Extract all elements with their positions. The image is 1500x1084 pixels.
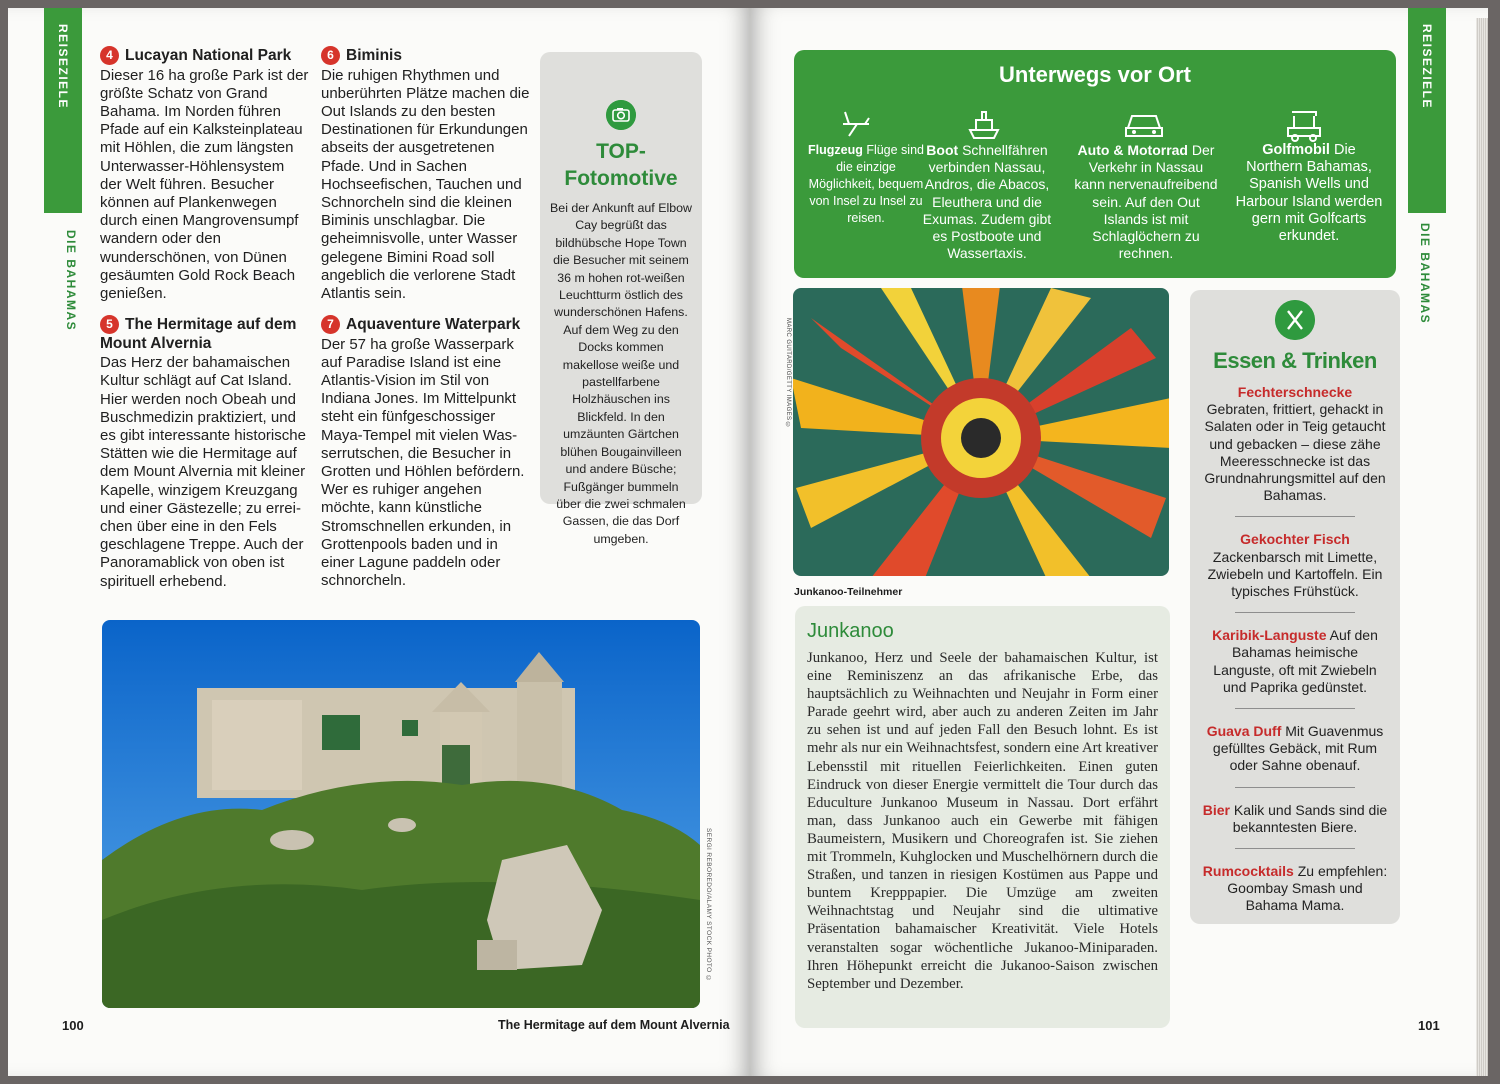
left-page	[8, 8, 750, 1076]
food-item	[1200, 384, 1390, 504]
photo-credit: MARC GUITARD/GETTY IMAGES ©	[785, 318, 791, 429]
food-item	[1200, 802, 1390, 836]
food-box	[1190, 290, 1400, 924]
sight-heading	[321, 46, 533, 66]
junkanoo-illustration	[793, 288, 1169, 576]
golf-cart-icon	[1282, 104, 1326, 144]
food-item-name: Karibik-Languste	[1212, 627, 1327, 644]
transport-item-label: Flugzeug	[807, 143, 863, 157]
transport-item-text: Der Verkehr in Nassau kann nervenaufreibend sein. Auf den Out Islands ist mit Schlaglöchern zu rechnen.	[1074, 142, 1218, 262]
boat-icon	[964, 104, 1004, 144]
food-item	[1200, 531, 1390, 600]
transport-item-text: Schnellfähren verbinden Nassau, Andros, die Abacos, Eleuthera und die Exumas. Zudem gibt es Postboote und Wassertaxis.	[922, 142, 1052, 262]
transport-box	[794, 50, 1396, 278]
divider	[1235, 787, 1355, 788]
page-number: 101	[1418, 1018, 1440, 1033]
transport-item-golf	[1234, 142, 1384, 245]
side-tab-label: REISEZIELE	[1420, 24, 1434, 110]
food-item-text: Gebraten, frittiert, gehackt in Salaten oder in Teig getaucht und gebacken – diese zähe Meeresschnecke ist das Grundnahrungsmittel auf den Bahamas.	[1204, 401, 1386, 504]
food-item	[1200, 863, 1390, 915]
photo-credit: SERGI REBOREDO/ALAMY STOCK PHOTO ©	[705, 828, 712, 983]
sight-text: Die ruhigen Rhythmen und unberührten Plätze machen die Out Islands zu den besten Destinationen für Erkundungen abseits der ausgetretenen Pfade. Und in Sachen Hochseefischen, Tauchen und Schnorcheln sind die kleinen Biminis unschlagbar. Die geheimnisvolle, unter Wasser gelegene Bimini Road soll angeblich die verlorene Stadt Atlantis sein.	[321, 66, 530, 302]
transport-item-plane	[802, 142, 930, 227]
sight-number-badge: 4	[100, 46, 119, 65]
photo-caption: Junkanoo-Teilnehmer	[794, 586, 903, 598]
food-item-text: Auf den Bahamas heimische Languste, oft mit Zwiebeln und Paprika gedünstet.	[1213, 627, 1378, 695]
sight-title: Lucayan National Park	[125, 47, 292, 64]
side-tab-right	[1408, 8, 1446, 213]
sight-number-badge: 7	[321, 315, 340, 334]
transport-item-boat	[922, 142, 1052, 262]
hermitage-illustration	[102, 620, 700, 1008]
junkanoo-box	[795, 606, 1170, 1028]
divider	[1235, 848, 1355, 849]
sight-entry	[100, 46, 310, 303]
sight-heading	[100, 46, 310, 66]
transport-item-car	[1072, 142, 1220, 262]
sight-heading	[100, 315, 310, 353]
transport-item-label: Golfmobil	[1262, 142, 1330, 158]
food-item-text: Mit Guavenmus gefülltes Gebäck, mit Rum oder Sahne obenauf.	[1212, 723, 1384, 774]
transport-item-label: Boot	[926, 142, 959, 158]
junkanoo-title: Junkanoo	[807, 620, 894, 642]
transport-title: Unterwegs vor Ort	[999, 62, 1191, 87]
page-number: 100	[62, 1018, 84, 1033]
divider	[1235, 612, 1355, 613]
sight-title: The Hermitage auf dem Mount Alvernia	[100, 316, 297, 352]
side-subtitle-left: DIE BAHAMAS	[64, 230, 78, 332]
sight-text: Das Herz der bahamaischen Kultur schlägt auf Cat Island. Hier werden noch Obeah und Buschmedizin praktiziert, und es gibt interessante historische Stätten wie die Hermitage auf dem Mount Alvernia mit kleiner Kapelle, winzigem Kreuzgang und einer Gästezelle; zu erreichen über eine in den Fels geschlagene Treppe. Auch der Panoramablick von oben ist spirituell erhebend.	[100, 354, 306, 590]
sight-text: Der 57 ha große Wasserpark auf Paradise Island ist eine Atlantis-Vision im Stil von Indiana Jones. Im Mittelpunkt steht ein fünfgeschossiger Maya-Tempel mit vielen Wasserrutschen, die Besucher in Grotten und Höhlen befördern. Wer es ruhiger angehen möchte, kann künstliche Stromschnellen erkunden, in Grottenpools baden und in einer Lagune paddeln oder schnorcheln.	[321, 335, 525, 590]
hermitage-photo	[102, 620, 700, 1008]
top-box-title-2: Fotomotive	[564, 167, 678, 190]
transport-item-label: Auto & Motorrad	[1077, 142, 1188, 158]
side-subtitle-right: DIE BAHAMAS	[1418, 223, 1432, 325]
food-item-name: Guava Duff	[1206, 723, 1282, 740]
sight-number-badge: 6	[321, 46, 340, 65]
food-item	[1200, 723, 1390, 775]
food-item-name: Rumcocktails	[1202, 863, 1294, 880]
right-page	[750, 8, 1488, 1076]
camera-icon	[606, 100, 636, 130]
food-item	[1200, 627, 1390, 696]
food-item-text: Zu empfehlen: Goombay Smash und Bahama Mama.	[1227, 863, 1388, 914]
top-box-text: Bei der Ankunft auf Elbow Cay begrüßt das bildhübsche Hope Town die Besucher mit seinem 36 m hohen rot-weißen Leuchtturm östlich des wunderschönen Hafens. Auf dem Weg zu den Docks kommen makellose weiße und pastellfarbene Holzhäuschen ins Blickfeld. In den umzäunten Gärtchen blühen Bougainvilleen und andere Büsche; Fußgänger bummeln über die zwei schmalen Gassen, die das Dorf umgeben.	[550, 201, 692, 546]
top-photo-spots-box	[540, 52, 702, 546]
food-item-text: Kalik und Sands sind die bekanntesten Biere.	[1230, 801, 1388, 835]
divider	[1235, 516, 1355, 517]
transport-item-text: Flüge sind die einzige Möglichkeit, bequem von Insel zu Insel zu reisen.	[808, 143, 924, 225]
cutlery-icon	[1275, 300, 1315, 340]
junkanoo-text: Junkanoo, Herz und Seele der bahamaischen Kultur, ist eine Reminiszenz an das afrikanische Erbe, das hauptsächlich zu Weihnachten und Neujahr in Form einer Parade geehrt wird, aber auch zu anderen Zeiten im Jahr zu sehen ist und auf jeden Fall den Besuch lohnt. Es ist mehr als nur ein Weihnachtsfest, sondern eine Art kreativer Lebensstil mit rituellen Feierlichkeiten. Einen guten Eindruck von dieser Energie vermittelt die Tour durch das Educulture Junkanoo Museum in Nassau. Dort erfährt man, dass Junkanoo auch ein Gewerbe mit fähigen Baumeistern, Musikern und Choreografen ist. Sie ziehen mit Trommeln, Kuhglocken und Muschelhörnern durch die Straßen, und tanzen in riesigen Kostümen aus Pappe und buntem Krepppapier. Die Umzüge am zweiten Weihnachtstag und Neujahr sind die ultimative Präsentation bahamaischer Kreativität. Viele Hotels veranstalten sogar wöchentliche Jukanoo-Miniparaden. Ihren Höhepunkt erreicht die Jukanoo-Saison zwischen September und Dezember.	[807, 650, 1158, 992]
sight-entry	[321, 315, 533, 590]
food-item-name: Fechterschnecke	[1237, 384, 1353, 400]
sight-title: Biminis	[346, 47, 402, 64]
car-icon	[1122, 104, 1166, 144]
sight-entry	[100, 315, 310, 591]
sights-column-2	[321, 46, 533, 602]
divider	[1235, 708, 1355, 709]
food-title: Essen & Trinken	[1213, 348, 1377, 373]
side-tab-label: REISEZIELE	[56, 24, 70, 110]
sights-column-1	[100, 46, 310, 603]
top-box-title-1: TOP-	[596, 140, 646, 163]
side-tab-left	[44, 8, 82, 213]
sight-title: Aquaventure Waterpark	[346, 316, 521, 334]
sight-heading	[321, 315, 533, 335]
junkanoo-photo	[793, 288, 1169, 576]
page-edge	[1476, 18, 1488, 1076]
transport-item-text: Die Northern Bahamas, Spanish Wells und Harbour Island werden gern mit Golfcarts erkundet.	[1235, 142, 1383, 245]
food-item-name: Bier	[1202, 801, 1230, 818]
airplane-icon	[839, 104, 875, 140]
sight-text: Dieser 16 ha große Park ist der größte Schatz von Grand Bahama. Im Norden führen Pfade auf ein Kalksteinplateau mit Höhlen, die zum längsten Unterwasser-Höhlensystem der Welt führen. Besucher können auf Plankenwegen durch einen Mangrovensumpf wandern oder den wunderschönen, von Dünen gesäumten Gold Rock Beach genießen.	[100, 66, 309, 302]
food-item-text: Zackenbarsch mit Limette, Zwiebeln und Kartoffeln. Ein typisches Frühstück.	[1207, 548, 1383, 600]
food-item-name: Gekochter Fisch	[1240, 531, 1350, 548]
photo-caption: The Hermitage auf dem Mount Alvernia	[498, 1018, 730, 1032]
sight-entry	[321, 46, 533, 303]
sight-number-badge: 5	[100, 315, 119, 334]
